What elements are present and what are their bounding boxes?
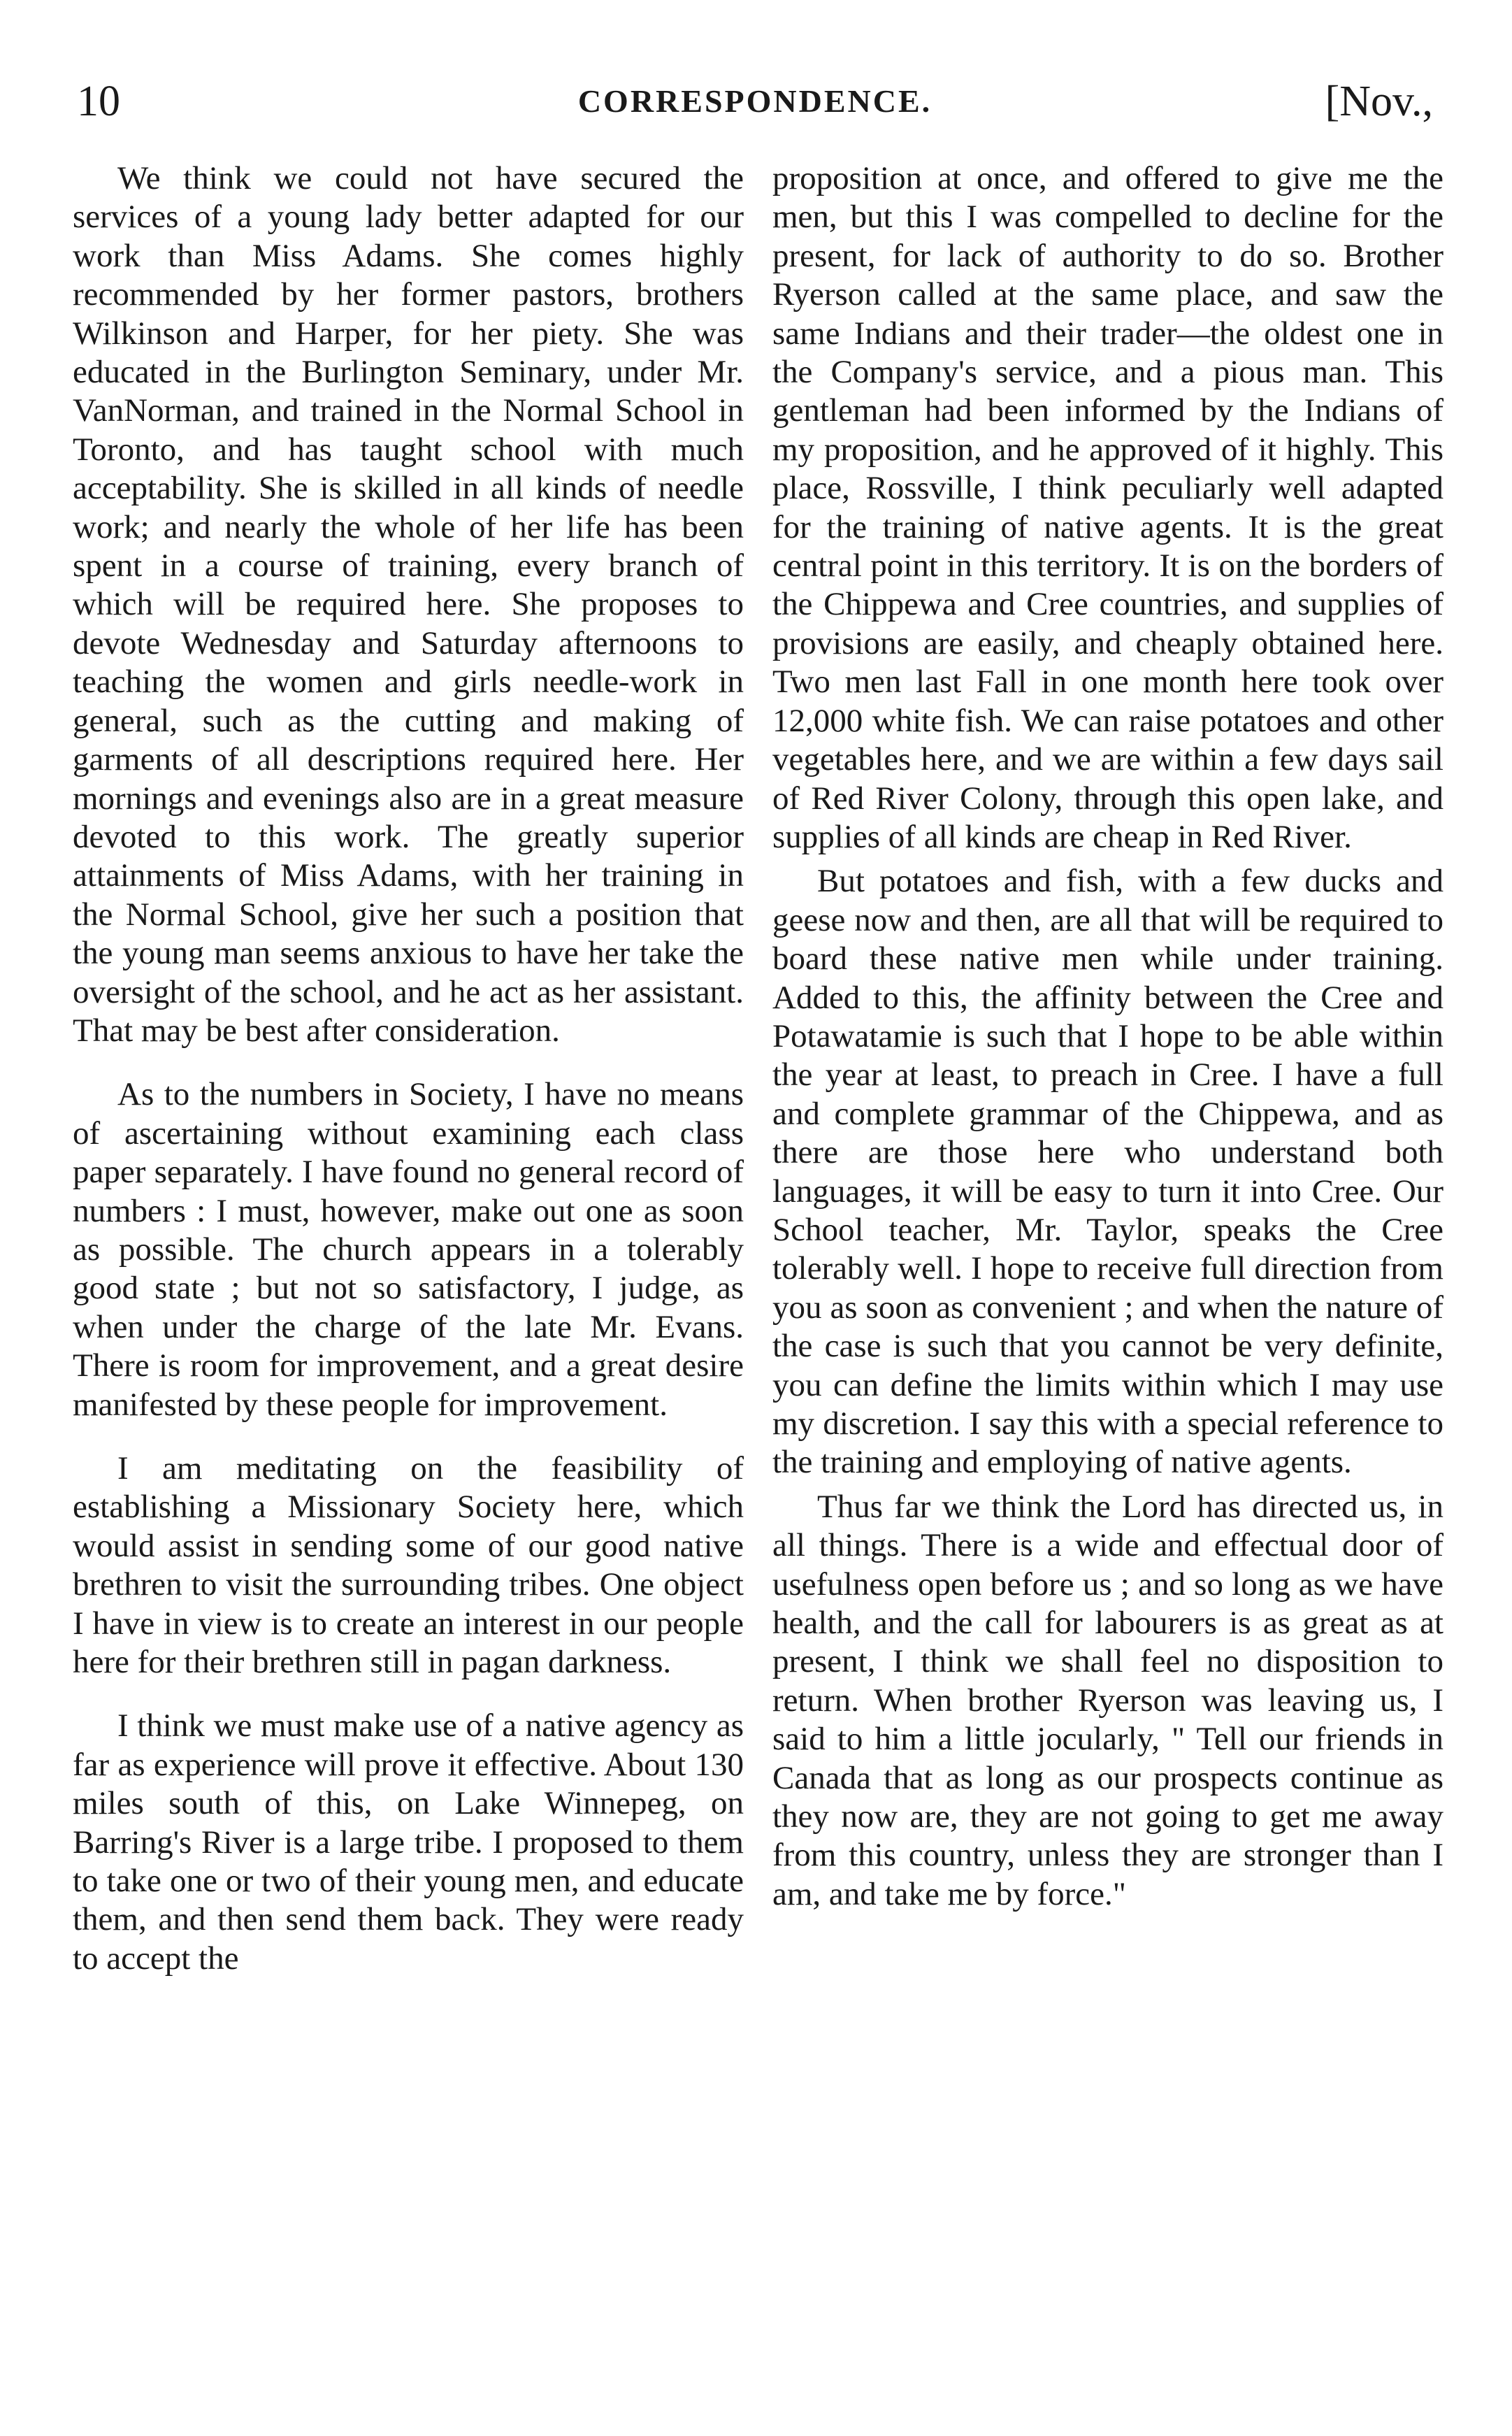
section-title: CORRESPONDENCE. (577, 83, 933, 119)
paragraph-missionary-society: I am meditating on the feasibility of establishing a Missionary Society here, which would assist in sending some of our good native brethren to visit the surrounding tribes. One object I have in view is to create an interest in our people here for their brethren still in pagan darkness. (73, 1450, 744, 1681)
paragraph-potatoes-and-fish: But potatoes and fish, with a few ducks and geese now and then, are all that will be required to board these native men while under training. Added to this, the affinity between the Cree and Potawatamie is such that I hope to be able within the year at least, to preach in Cree. I have a full and complete grammar of the Chippewa, and as there are those here who understand both languages, it will be easy to turn it into Cree. Our School teacher, Mr. Taylor, speaks the Cree tolerably well. I hope to receive full direction from you as soon as convenient ; and when the nature of the case is such that you cannot be very definite, you can define the limits within which I may use my discretion. I say this with a special reference to the training and employing of native agents. (772, 863, 1443, 1481)
left-column (73, 159, 744, 1978)
date-mark: [Nov., (1325, 78, 1433, 125)
paragraph-society-numbers: As to the numbers in Society, I have no means of ascertaining without examining each class paper separately. I have found no general record of numbers : I must, however, make out one as soon as possible. The church appears in a tolerably good state ; but not so satisfactory, I judge, as when under the charge of the late Mr. Evans. There is room for improvement, and a great desire manifested by these people for improvement. (73, 1076, 744, 1423)
paragraph-thus-far: Thus far we think the Lord has directed us, in all things. There is a wide and effectual door of usefulness open before us ; and so long as we have health, and the call for labourers is as great as at present, I think we shall feel no disposition to return. When brother Ryerson was leaving us, I said to him a little jocularly, " Tell our friends in Canada that as long as our prospects continue as they now are, they are not going to get me away from this country, unless they are stronger than I am, and take me by force." (772, 1488, 1443, 1912)
page-number: 10 (77, 78, 120, 125)
paragraph-native-agency: I think we must make use of a native agency as far as experience will prove it effective. About 130 miles south of this, on Lake Winnepeg, on Barring's River is a large tribe. I proposed to them to take one or two of their young men, and educate them, and then send them back. They were ready to accept the (73, 1707, 744, 1977)
paragraph-miss-adams: We think we could not have secured the services of a young lady better adapted for our work than Miss Adams. She comes highly recommended by her former pastors, brothers Wilkinson and Harper, for her piety. She was educated in the Burlington Seminary, under Mr. VanNorman, and trained in the Normal School in Toronto, and has taught school with much acceptability. She is skilled in all kinds of needle work; and nearly the whole of her life has been spent in a course of training, every branch of which will be required here. She proposes to devote Wednesday and Saturday afternoons to teaching the women and girls needle-work in general, such as the cutting and making of garments of all descriptions required here. Her mornings and evenings also are in a great measure devoted to this work. The greatly superior attainments of Miss Adams, with her training in the Normal School, give her such a position that the young man seems anxious to have her take the oversight of the school, and he act as her assistant. That may be best after consideration. (73, 160, 744, 1049)
running-head (77, 70, 1433, 133)
right-column (772, 159, 1443, 1914)
paragraph-proposition-continued: proposition at once, and offered to give me the men, but this I was compelled to decline for the present, for lack of authority to do so. Brother Ryerson called at the same place, and saw the same Indians and their trader—the oldest one in the Company's service, and a pious man. This gentleman had been informed by the Indians of my proposition, and he approved of it highly. This place, Rossville, I think peculiarly well adapted for the training of native agents. It is the great central point in this territory. It is on the borders of the Chippewa and Cree countries, and supplies of provisions are easily, and cheaply obtained here. Two men last Fall in one month here took over 12,000 white fish. We can raise potatoes and other vegetables here, and we are within a few days sail of Red River Colony, through this open lake, and supplies of all kinds are cheap in Red River. (772, 160, 1443, 855)
